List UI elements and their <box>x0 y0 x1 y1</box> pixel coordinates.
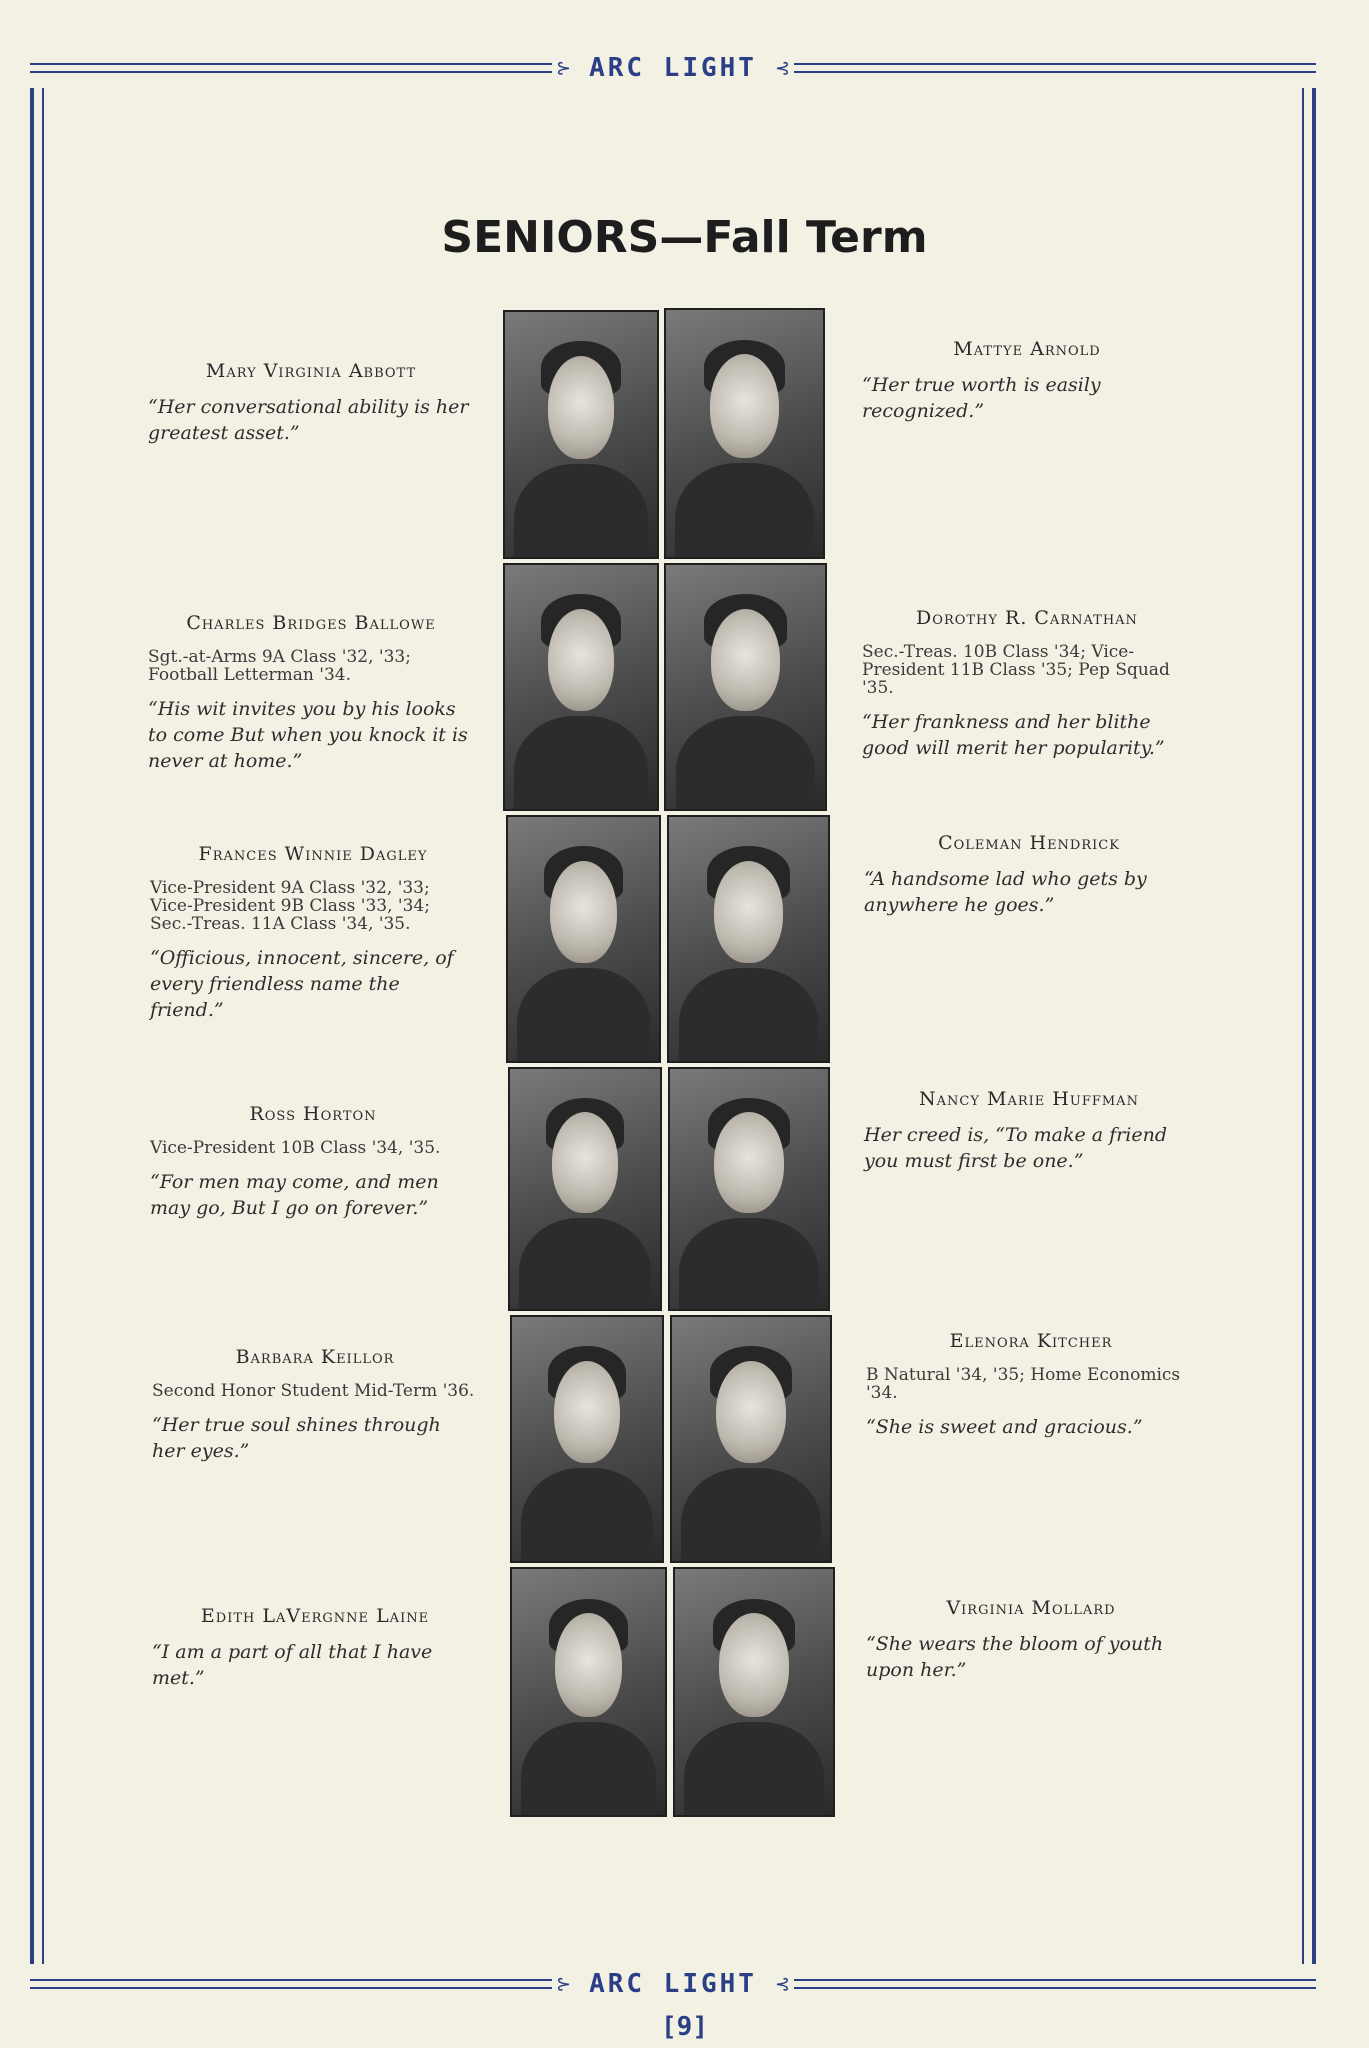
photo-keillor <box>510 1315 664 1563</box>
header-banner <box>30 48 1316 88</box>
page-number: [9] <box>661 2012 708 2042</box>
student-name: Coleman Hendrick <box>938 832 1120 854</box>
photo-mollard <box>673 1567 835 1817</box>
photo-abbott <box>503 310 659 559</box>
footer-banner <box>30 1964 1316 2004</box>
student-quote: “She wears the bloom of youth upon her.” <box>866 1633 1164 1681</box>
photo-huffman <box>668 1067 830 1311</box>
student-name: Edith LaVergnne Laine <box>200 1605 430 1627</box>
photo-arnold <box>664 308 825 559</box>
header-title: ARC LIGHT <box>589 53 757 83</box>
photo-dagley <box>506 815 661 1063</box>
student-name: Frances Winnie Dagley <box>198 843 428 865</box>
student-quote: “Her conversational ability is her greatest asset.” <box>148 396 469 444</box>
student-quote: “I am a part of all that I have met.” <box>152 1641 433 1689</box>
banner-rule-right <box>794 63 1316 73</box>
banner-rule-right <box>794 1979 1316 1989</box>
student-quote: Her creed is, “To make a friend you must first be one.” <box>864 1124 1167 1172</box>
student-name: Elenora Kitcher <box>949 1330 1113 1352</box>
ornament-icon: ⊰ <box>774 1973 791 1995</box>
student-name: Dorothy R. Carnathan <box>916 607 1138 629</box>
photo-carnathan <box>664 563 827 811</box>
entry-arnold <box>862 338 1192 424</box>
student-name: Nancy Marie Huffman <box>919 1088 1139 1110</box>
student-activities: B Natural '34, '35; Home Economics '34. <box>866 1365 1181 1403</box>
student-activities: Second Honor Student Mid-Term '36. <box>152 1381 475 1401</box>
student-quote: “Her frankness and her blithe good will merit her popularity.” <box>862 711 1165 759</box>
entry-dagley <box>150 843 476 1023</box>
student-name: Barbara Keillor <box>235 1346 395 1368</box>
entry-huffman <box>864 1088 1194 1174</box>
entry-hendrick <box>864 832 1194 918</box>
student-quote: “Her true worth is easily recognized.” <box>862 374 1101 422</box>
footer-title: ARC LIGHT <box>589 1969 757 1999</box>
page-title: SENIORS—Fall Term <box>441 212 928 263</box>
entry-horton <box>150 1103 476 1221</box>
ornament-icon: ⊱ <box>555 57 572 79</box>
student-activities: Vice-President 10B Class '34, '35. <box>150 1138 441 1158</box>
entry-laine <box>152 1605 478 1691</box>
student-quote: “She is sweet and gracious.” <box>866 1416 1143 1438</box>
photo-kitcher <box>670 1315 832 1563</box>
photo-ballowe <box>503 563 659 811</box>
student-activities: Vice-President 9A Class '32, '33; Vice-President 9B Class '33, '34; Sec.-Treas. 11A Class '34, '35. <box>150 878 430 934</box>
student-activities: Sec.-Treas. 10B Class '34; Vice-President 11B Class '35; Pep Squad '35. <box>862 642 1170 698</box>
student-quote: “A handsome lad who gets by anywhere he goes.” <box>864 868 1147 916</box>
ornament-icon: ⊰ <box>774 57 791 79</box>
entry-abbott <box>148 360 474 446</box>
entry-keillor <box>152 1346 478 1464</box>
student-quote: “For men may come, and men may go, But I go on forever.” <box>150 1171 439 1219</box>
photo-hendrick <box>667 815 830 1063</box>
student-name: Mary Virginia Abbott <box>205 360 417 382</box>
student-name: Charles Bridges Ballowe <box>186 612 436 634</box>
student-name: Mattye Arnold <box>953 338 1101 360</box>
student-name: Virginia Mollard <box>946 1597 1116 1619</box>
banner-rule-left <box>30 63 552 73</box>
photo-laine <box>510 1567 667 1817</box>
ornament-icon: ⊱ <box>555 1973 572 1995</box>
photo-horton <box>508 1067 662 1311</box>
student-quote: “His wit invites you by his looks to come But when you knock it is never at home.” <box>148 698 468 772</box>
student-name: Ross Horton <box>249 1103 377 1125</box>
entry-carnathan <box>862 607 1192 761</box>
entry-mollard <box>866 1597 1196 1683</box>
student-quote: “Her true soul shines through her eyes.” <box>152 1414 441 1462</box>
banner-rule-left <box>30 1979 552 1989</box>
entry-kitcher <box>866 1330 1196 1440</box>
entry-ballowe <box>148 612 474 774</box>
student-activities: Sgt.-at-Arms 9A Class '32, '33; Football Letterman '34. <box>148 647 411 685</box>
student-quote: “Officious, innocent, sincere, of every friendless name the friend.” <box>150 947 454 1021</box>
